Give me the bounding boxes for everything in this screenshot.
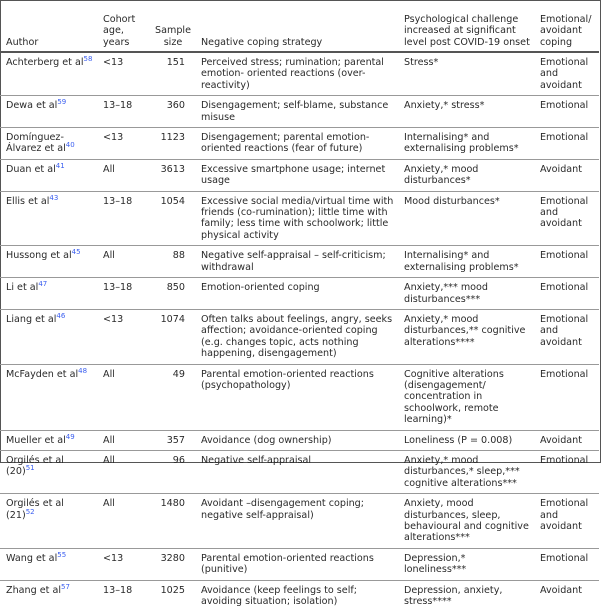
- author-cell: [0, 159, 97, 191]
- sample-cell: 3280: [149, 548, 195, 580]
- cohort-cell: All: [97, 450, 149, 493]
- header-row: [0, 0, 599, 52]
- strategy-cell: Perceived stress; rumination; parental emotion- oriented reactions (over-reactivity): [195, 52, 398, 96]
- author-cell: [0, 364, 97, 430]
- author-name: Hussong et al: [6, 250, 72, 262]
- table-row: [0, 246, 599, 278]
- coping-cell: Avoidant: [534, 430, 599, 450]
- author-cell: [0, 128, 97, 160]
- reference-link[interactable]: 51: [25, 464, 35, 473]
- author-name: Ellis et al: [6, 195, 50, 207]
- challenge-cell: Stress*: [398, 52, 534, 96]
- author-name: Domínguez-Álvarez et al: [6, 132, 66, 155]
- author-cell: [0, 580, 97, 611]
- author-cell: [0, 494, 97, 549]
- coping-cell: Emotional: [534, 548, 599, 580]
- header-strategy: Negative coping strategy: [195, 0, 398, 52]
- table-row: [0, 430, 599, 450]
- table-row: [0, 159, 599, 191]
- sample-cell: 360: [149, 96, 195, 128]
- strategy-cell: Disengagement; parental emotion-oriented reactions (fear of future): [195, 128, 398, 160]
- cohort-cell: 13–18: [97, 96, 149, 128]
- coping-cell: Emotional: [534, 96, 599, 128]
- reference-link[interactable]: 58: [83, 54, 93, 63]
- reference-link[interactable]: 57: [61, 582, 70, 591]
- table-row: [0, 494, 599, 549]
- header-cohort: Cohort age, years: [97, 0, 149, 52]
- table-row: [0, 191, 599, 246]
- cohort-cell: <13: [97, 128, 149, 160]
- coping-cell: Avoidant: [540, 584, 583, 596]
- coping-cell: Emotional: [534, 128, 599, 160]
- sample-cell: 1074: [149, 309, 195, 364]
- cohort-cell: All: [97, 364, 149, 430]
- author-cell: [0, 96, 97, 128]
- challenge-cell: Anxiety,* mood disturbances*: [398, 159, 534, 191]
- strategy-cell: Parental emotion-oriented reactions (psychopathology): [195, 364, 398, 430]
- cohort-cell: 13–18: [97, 191, 149, 246]
- author-name: Liang et al: [6, 313, 57, 325]
- author-name: Dewa et al: [6, 100, 58, 112]
- coping-cell: Emotional: [534, 246, 599, 278]
- table-row: [0, 580, 599, 611]
- author-cell: [0, 430, 97, 450]
- challenge-cell: Depression, anxiety, stress****: [404, 584, 503, 608]
- reference-link[interactable]: 55: [57, 550, 67, 559]
- strategy-cell: Parental emotion-oriented reactions (punitive): [195, 548, 398, 580]
- reference-link[interactable]: 52: [25, 507, 35, 516]
- coping-cell: Emotional: [534, 364, 599, 430]
- author-cell: [0, 246, 97, 278]
- reference-link[interactable]: 47: [38, 279, 48, 288]
- reference-link[interactable]: 43: [49, 193, 59, 202]
- sample-cell: 151: [149, 52, 195, 96]
- challenge-cell: Internalising* and externalising problems*: [398, 128, 534, 160]
- strategy-cell: Avoidance (keep feelings to self; avoiding situation; isolation): [201, 584, 357, 608]
- strategy-cell: Avoidance (dog ownership): [195, 430, 398, 450]
- strategy-cell: Negative self-appraisal: [195, 450, 398, 493]
- table-row: [0, 364, 599, 430]
- challenge-cell: Depression,* loneliness***: [398, 548, 534, 580]
- cohort-cell: <13: [97, 52, 149, 96]
- coping-cell: Emotional and avoidant: [534, 191, 599, 246]
- coping-cell: Emotional and avoidant: [534, 52, 599, 96]
- sample-cell: 357: [149, 430, 195, 450]
- sample-cell: 3613: [149, 159, 195, 191]
- challenge-cell: Mood disturbances*: [398, 191, 534, 246]
- table-row: [0, 96, 599, 128]
- reference-link[interactable]: 41: [55, 161, 65, 170]
- challenge-cell: Loneliness (P = 0.008): [398, 430, 534, 450]
- strategy-cell: Emotion-oriented coping: [195, 278, 398, 310]
- author-cell: [0, 548, 97, 580]
- header-sample: Sample size: [149, 0, 195, 52]
- cohort-cell: 13–18: [97, 278, 149, 310]
- challenge-cell: Internalising* and externalising problems*: [398, 246, 534, 278]
- coping-cell: Emotional: [534, 450, 599, 493]
- cohort-cell: All: [97, 430, 149, 450]
- reference-link[interactable]: 40: [65, 141, 75, 150]
- sample-cell: 49: [149, 364, 195, 430]
- cohort-cell: All: [97, 159, 149, 191]
- sample-cell: 96: [149, 450, 195, 493]
- table-row: [0, 52, 599, 96]
- sample-cell: 850: [149, 278, 195, 310]
- table-row: [0, 450, 599, 493]
- strategy-cell: Disengagement; self-blame, substance misuse: [195, 96, 398, 128]
- author-name: Wang et al: [6, 552, 58, 564]
- challenge-cell: Anxiety,* mood disturbances,* sleep,*** cognitive alterations***: [398, 450, 534, 493]
- challenge-cell: Anxiety,*** mood disturbances***: [398, 278, 534, 310]
- cohort-cell: 13–18: [103, 584, 133, 596]
- header-challenge: Psychological challenge increased at significant level post COVID-19 onset: [398, 0, 534, 52]
- reference-link[interactable]: 45: [71, 248, 81, 257]
- sample-cell: 1054: [149, 191, 195, 246]
- author-name: McFayden et al: [6, 368, 79, 380]
- author-cell: [0, 450, 97, 493]
- author-name: Zhang et al: [6, 584, 62, 596]
- header-author: Author: [0, 0, 97, 52]
- coping-cell: Emotional and avoidant: [534, 309, 599, 364]
- coping-cell: Emotional and avoidant: [534, 494, 599, 549]
- author-name: Duan et al: [6, 163, 56, 175]
- author-name: Mueller et al: [6, 434, 66, 446]
- cohort-cell: All: [97, 246, 149, 278]
- table-row: [0, 548, 599, 580]
- cohort-cell: <13: [97, 548, 149, 580]
- challenge-cell: Anxiety, mood disturbances, sleep, behavioural and cognitive alterations***: [398, 494, 534, 549]
- strategy-cell: Excessive social media/virtual time with friends (co-rumination); little time with family; less time with schoolwork; little physical activity: [195, 191, 398, 246]
- author-cell: [0, 278, 97, 310]
- author-name: Achterberg et al: [6, 57, 84, 68]
- cohort-cell: All: [97, 494, 149, 549]
- strategy-cell: Often talks about feelings, angry, seeks affection; avoidance-oriented coping (e.g. changes topic, acts nothing happening, disengagement): [195, 309, 398, 364]
- challenge-cell: Cognitive alterations (disengagement/ concentration in schoolwork, remote learning)*: [398, 364, 534, 430]
- author-cell: [0, 191, 97, 246]
- sample-cell: 1025: [160, 584, 185, 596]
- cohort-cell: <13: [97, 309, 149, 364]
- author-cell: [0, 309, 97, 364]
- author-name: Orgilés et al (20): [6, 454, 64, 478]
- reference-link[interactable]: 48: [78, 366, 88, 375]
- author-cell: [0, 52, 97, 96]
- reference-link[interactable]: 46: [56, 311, 66, 320]
- challenge-cell: Anxiety,* stress*: [398, 96, 534, 128]
- challenge-cell: Anxiety,* mood disturbances,** cognitive alterations****: [398, 309, 534, 364]
- coping-cell: Emotional: [534, 278, 599, 310]
- coping-cell: Avoidant: [534, 159, 599, 191]
- sample-cell: 1480: [149, 494, 195, 549]
- strategy-cell: Negative self-appraisal – self-criticism; withdrawal: [195, 246, 398, 278]
- table-row: [0, 309, 599, 364]
- table-row: [0, 278, 599, 310]
- strategy-cell: Excessive smartphone usage; internet usage: [195, 159, 398, 191]
- author-name: Li et al: [6, 282, 39, 294]
- author-name: Orgilés et al (21): [6, 498, 64, 521]
- sample-cell: 88: [149, 246, 195, 278]
- table-row: [0, 128, 599, 160]
- reference-link[interactable]: 59: [57, 98, 67, 107]
- sample-cell: 1123: [149, 128, 195, 160]
- strategy-cell: Avoidant –disengagement coping; negative self-appraisal): [195, 494, 398, 549]
- header-coping: Emotional/ avoidant coping: [534, 0, 599, 52]
- reference-link[interactable]: 49: [65, 432, 75, 441]
